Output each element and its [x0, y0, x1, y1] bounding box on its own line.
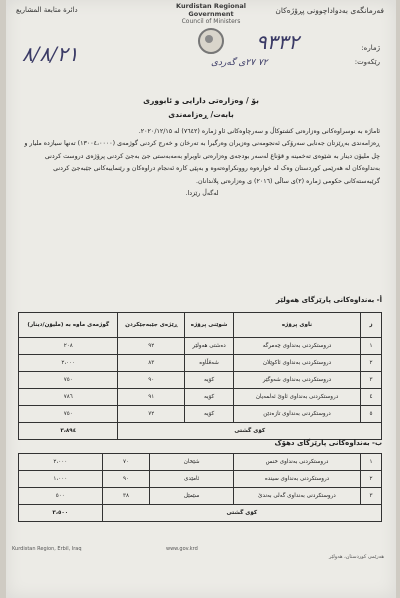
- cell-amount: ٢٠٨: [19, 338, 118, 355]
- table-row: [19, 338, 382, 355]
- table-row: [19, 372, 382, 389]
- col-index: ز: [361, 313, 382, 338]
- cell-project: دروستکردنی بەنداوی خنس: [234, 454, 361, 471]
- header-right-text: فەرمانگەی بەدواداچوونی پڕۆژەکان: [275, 6, 384, 15]
- cell-project: دروستکردنی بەنداوی سیندە: [234, 471, 361, 488]
- cell-location: ئامێدی: [150, 471, 234, 488]
- table-row: [19, 471, 382, 488]
- table-total-row: [19, 505, 382, 522]
- table-total-row: [19, 423, 382, 440]
- cell-index: ٣: [361, 372, 382, 389]
- table-header-row: [19, 313, 382, 338]
- section-erbil-title: أ- بەنداوەکانی پارێزگای هەولێر: [275, 296, 382, 304]
- erbil-dams-table: [18, 312, 382, 440]
- cell-index: ١: [361, 338, 382, 355]
- cell-amount: ٧٨٦: [19, 389, 118, 406]
- date-label: رێکەوت:: [354, 58, 380, 66]
- total-value: ٣،٥٠٠: [19, 505, 103, 522]
- cell-location: کۆیە: [185, 406, 234, 423]
- cell-location: کۆیە: [185, 372, 234, 389]
- cell-index: ١: [361, 454, 382, 471]
- cell-index: ٥: [361, 406, 382, 423]
- cell-progress: ٨٣: [118, 355, 185, 372]
- cell-project: دروستکردنی بەنداوی ئاکوێلان: [234, 355, 361, 372]
- cell-amount: ٧٥٠: [19, 406, 118, 423]
- handwritten-date: ٨/٨/٢١: [22, 42, 79, 66]
- col-amount: گوژمەی ماوە بە (ملیۆن/دینار): [19, 313, 118, 338]
- body-paragraph-2: ڕەزامەندی بەڕێزتان جەنابی سەرۆکی ئەنجومەنی وەزیران وەرگیرا بە تەرخان و خەرج کردنی گوژمەی (١٣٠٠٤،٠٠٠٠) تەنها سیازدە ملیار و چل ملیۆن دینار بە شێوەی تەخمینە و قۆناغ لەسەر بودجەی وەزارەتی ناوبراو بەمەبەستی جێ بەجێ کردنی پرۆژەی دروست کردنی بەنداوەکان لە هەرێمی کوردستان وەک لە خوارەوە روونکراوەتەوە و بەپێی کارە ئەنجام دراوەکان و رێنماییەکانی جێبەجێ کردنی گرێبەستەکانی حکومی ژمارە (٢)ی ساڵی (٢٠١٦) ی وەزارەتی پلاندانان.: [24, 140, 380, 185]
- cell-location: کۆیە: [185, 389, 234, 406]
- handwritten-kurdish-date: [211, 58, 268, 68]
- emblem-icon: [198, 28, 224, 54]
- handwritten-meta-date: ٧٢: [257, 58, 268, 68]
- cell-project: دروستکردنی بەنداوی گەلی بەندێ: [234, 488, 361, 505]
- cell-progress: ٩١: [118, 389, 185, 406]
- cell-project: دروستکردنی بەنداوی چەمرگە: [234, 338, 361, 355]
- cell-location: سێمێل: [150, 488, 234, 505]
- cell-amount: ١،٠٠٠: [19, 471, 103, 488]
- cell-location: دەشتی هەولێر: [185, 338, 234, 355]
- total-value: ٣،٨٩٤: [19, 423, 118, 440]
- cell-progress: ٧٠: [102, 454, 150, 471]
- cell-index: ٣: [361, 488, 382, 505]
- table-row: [19, 454, 382, 471]
- cell-project: دروستکردنی بەنداوی تازەدێن: [234, 406, 361, 423]
- total-label: کۆی گشتی: [118, 423, 382, 440]
- duhok-dams-table: [18, 453, 382, 522]
- cell-progress: ٣٨: [102, 488, 150, 505]
- footer-address: Kurdistan Region, Erbil, Iraq: [12, 546, 82, 552]
- cell-progress: ٩٠: [118, 372, 185, 389]
- table-row: [19, 406, 382, 423]
- council-name: Council of Ministers: [181, 18, 241, 25]
- table-row: [19, 355, 382, 372]
- col-location: شوێنی پرۆژە: [185, 313, 234, 338]
- col-progress: ڕێژەی جێبەجێکردن: [118, 313, 185, 338]
- subject-line: بابەت/ ڕەزامەندی: [168, 110, 234, 119]
- table-row: [19, 389, 382, 406]
- col-project-name: ناوی پرۆژە: [234, 313, 361, 338]
- cell-amount: ٧٥٠: [19, 372, 118, 389]
- cell-index: ٢: [361, 471, 382, 488]
- letter-body: [24, 126, 380, 200]
- cell-amount: ٥٠٠: [19, 488, 103, 505]
- section-duhok-title: ب- بەنداوەکانی پارێزگای دهۆک: [274, 439, 382, 447]
- letterhead-center: [156, 2, 266, 54]
- cell-index: ٤: [361, 389, 382, 406]
- number-label: ژمارە:: [361, 44, 380, 52]
- body-paragraph-1: ئاماژە بە نوسراوەکانی وەزارەتی کشتوکاڵ و سەرچاوەکانی ئاو ژمارە (٧٦٤٢) لە ٢٠٢٠/١٢/١٥.: [138, 128, 380, 135]
- cell-progress: ٩٠: [102, 471, 150, 488]
- document-page: [6, 0, 396, 598]
- krg-name: Kurdistan Regional Government: [176, 2, 246, 18]
- footer-website: www.gov.krd: [166, 546, 198, 552]
- cell-project: دروستکردنی بەنداوی شەوگێر: [234, 372, 361, 389]
- closing-line: لەگەڵ رێزدا.: [185, 190, 219, 198]
- footer-kurdish: هەرێمی کوردستان، هەولێر: [329, 554, 384, 560]
- table-row: [19, 488, 382, 505]
- cell-index: ٢: [361, 355, 382, 372]
- cell-progress: ٩٢: [118, 338, 185, 355]
- cell-location: شەقڵاوە: [185, 355, 234, 372]
- cell-amount: ٢،٠٠٠: [19, 355, 118, 372]
- handwritten-number: ٩٣٣٢: [256, 30, 299, 54]
- cell-project: دروستکردنی بەنداوی ئاوێ ئەلمەیان: [234, 389, 361, 406]
- kurdish-date: ٢٧ی گەردی: [211, 58, 256, 68]
- cell-location: شێخان: [150, 454, 234, 471]
- header-left-text: دائرة متابعة المشاريع: [16, 6, 78, 14]
- total-label: کۆی گشتی: [102, 505, 381, 522]
- cell-amount: ٢،٠٠٠: [19, 454, 103, 471]
- cell-progress: ٧٢: [118, 406, 185, 423]
- recipient-line: بۆ / وەزارەتی دارایی و ئابووری: [143, 96, 259, 105]
